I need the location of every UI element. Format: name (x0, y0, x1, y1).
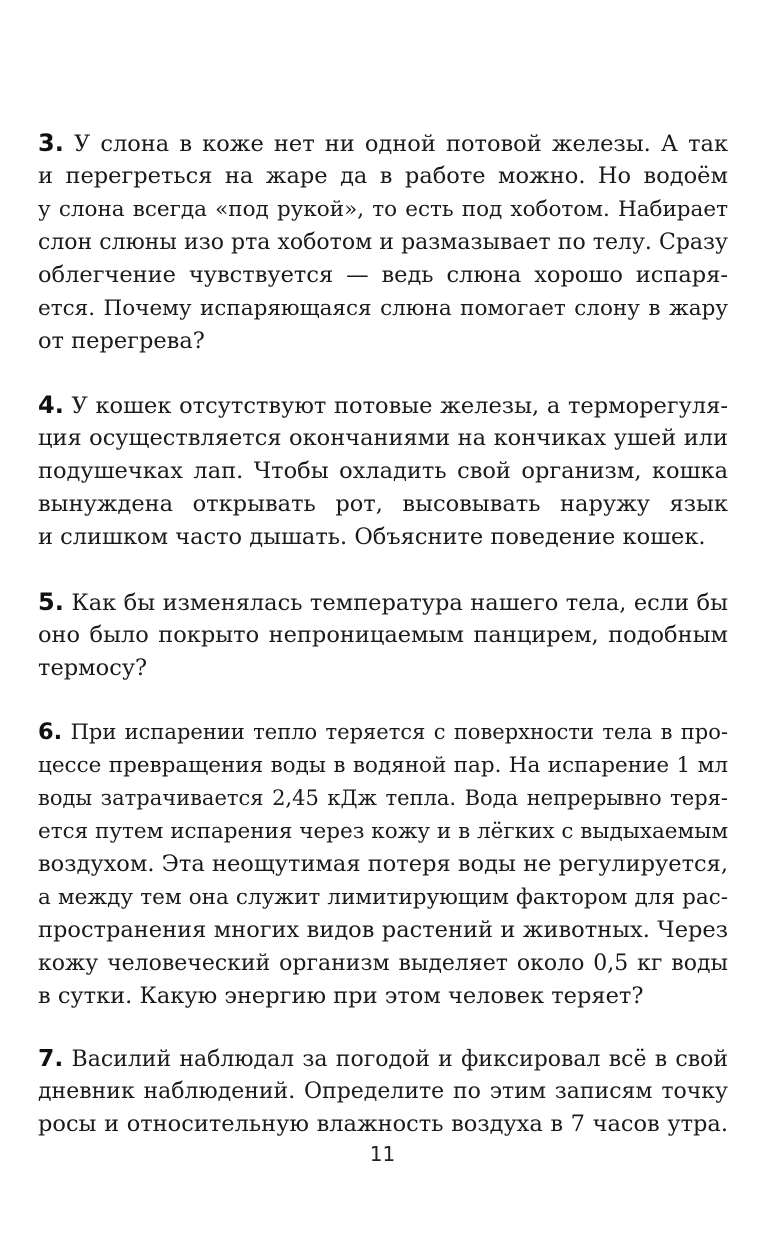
problem-number: 6. (38, 719, 63, 745)
problem-number: 7. (38, 1044, 64, 1072)
problem-line (38, 1042, 728, 1075)
page-number: 11 (369, 1142, 396, 1166)
problem-line: воды затрачивается 2,45 кДж тепла. Вода непрерывно теря- (38, 786, 728, 810)
problem-line: в сутки. Какую энергию при этом человек теряет? (38, 983, 644, 1009)
problem-line: кожу человеческий организм выделяет около 0,5 кг воды (38, 951, 728, 976)
problem-line: у слона всегда «под рукой», то есть под хоботом. Набирает (38, 197, 728, 222)
problem-6 (38, 716, 728, 1013)
problem-text: У слона в коже нет ни одной потовой железы. А так (73, 131, 729, 157)
problem-line: ется. Почему испаряющаяся слюна помогает слону в жару (38, 296, 728, 321)
problem-line: облегчение чувствуется — ведь слюна хорошо испаря- (38, 262, 728, 288)
problem-line: подушечках лап. Чтобы охладить свой организм, кошка (38, 458, 728, 484)
problem-line: вынуждена открывать рот, высовывать наружу язык (38, 491, 728, 517)
problem-number: 3. (38, 129, 64, 157)
problem-line: воздухом. Эта неощутимая потеря воды не регулируется, (38, 851, 728, 877)
problem-line: и перегреться на жаре да в работе можно. Но водоём (38, 163, 728, 189)
problem-number: 5. (38, 588, 64, 616)
problem-5 (38, 586, 728, 685)
problem-line (38, 389, 728, 422)
problem-7 (38, 1042, 728, 1141)
problem-line: термосу? (38, 655, 148, 681)
problem-text: Василий наблюдал за погодой и фиксировал всё в свой (71, 1047, 728, 1072)
problem-text: При испарении тепло теряется с поверхности тела в про- (70, 720, 728, 744)
problem-3 (38, 127, 728, 358)
problem-line: и слишком часто дышать. Объясните поведение кошек. (38, 524, 706, 550)
problem-line (38, 127, 728, 160)
problem-4 (38, 389, 728, 554)
problem-line (38, 586, 728, 619)
problem-line: пространения многих видов растений и животных. Через (38, 917, 728, 943)
problem-line: цессе превращения воды в водяной пар. На испарение 1 мл (38, 753, 728, 778)
problem-line: ция осуществляется окончаниями на кончиках ушей или (38, 425, 728, 451)
problem-text: У кошек отсутствуют потовые железы, а терморегуля- (71, 393, 728, 419)
problem-line: ется путем испарения через кожу и в лёгких с выдыхаемым (38, 819, 729, 844)
problem-line: а между тем она служит лимитирующим фактором для рас- (38, 885, 728, 910)
problem-text: Как бы изменялась температура нашего тела, если бы (71, 590, 728, 616)
problem-number: 4. (38, 391, 64, 419)
problem-line (38, 716, 728, 749)
problem-line: от перегрева? (38, 328, 205, 354)
problem-line: слон слюны изо рта хоботом и размазывает по телу. Сразу (38, 230, 728, 255)
problem-line: оно было покрыто непроницаемым панцирем, подобным (38, 622, 728, 648)
problem-line: росы и относительную влажность воздуха в 7 часов утра. (38, 1111, 728, 1137)
problem-line: дневник наблюдений. Определите по этим записям точку (38, 1079, 728, 1104)
